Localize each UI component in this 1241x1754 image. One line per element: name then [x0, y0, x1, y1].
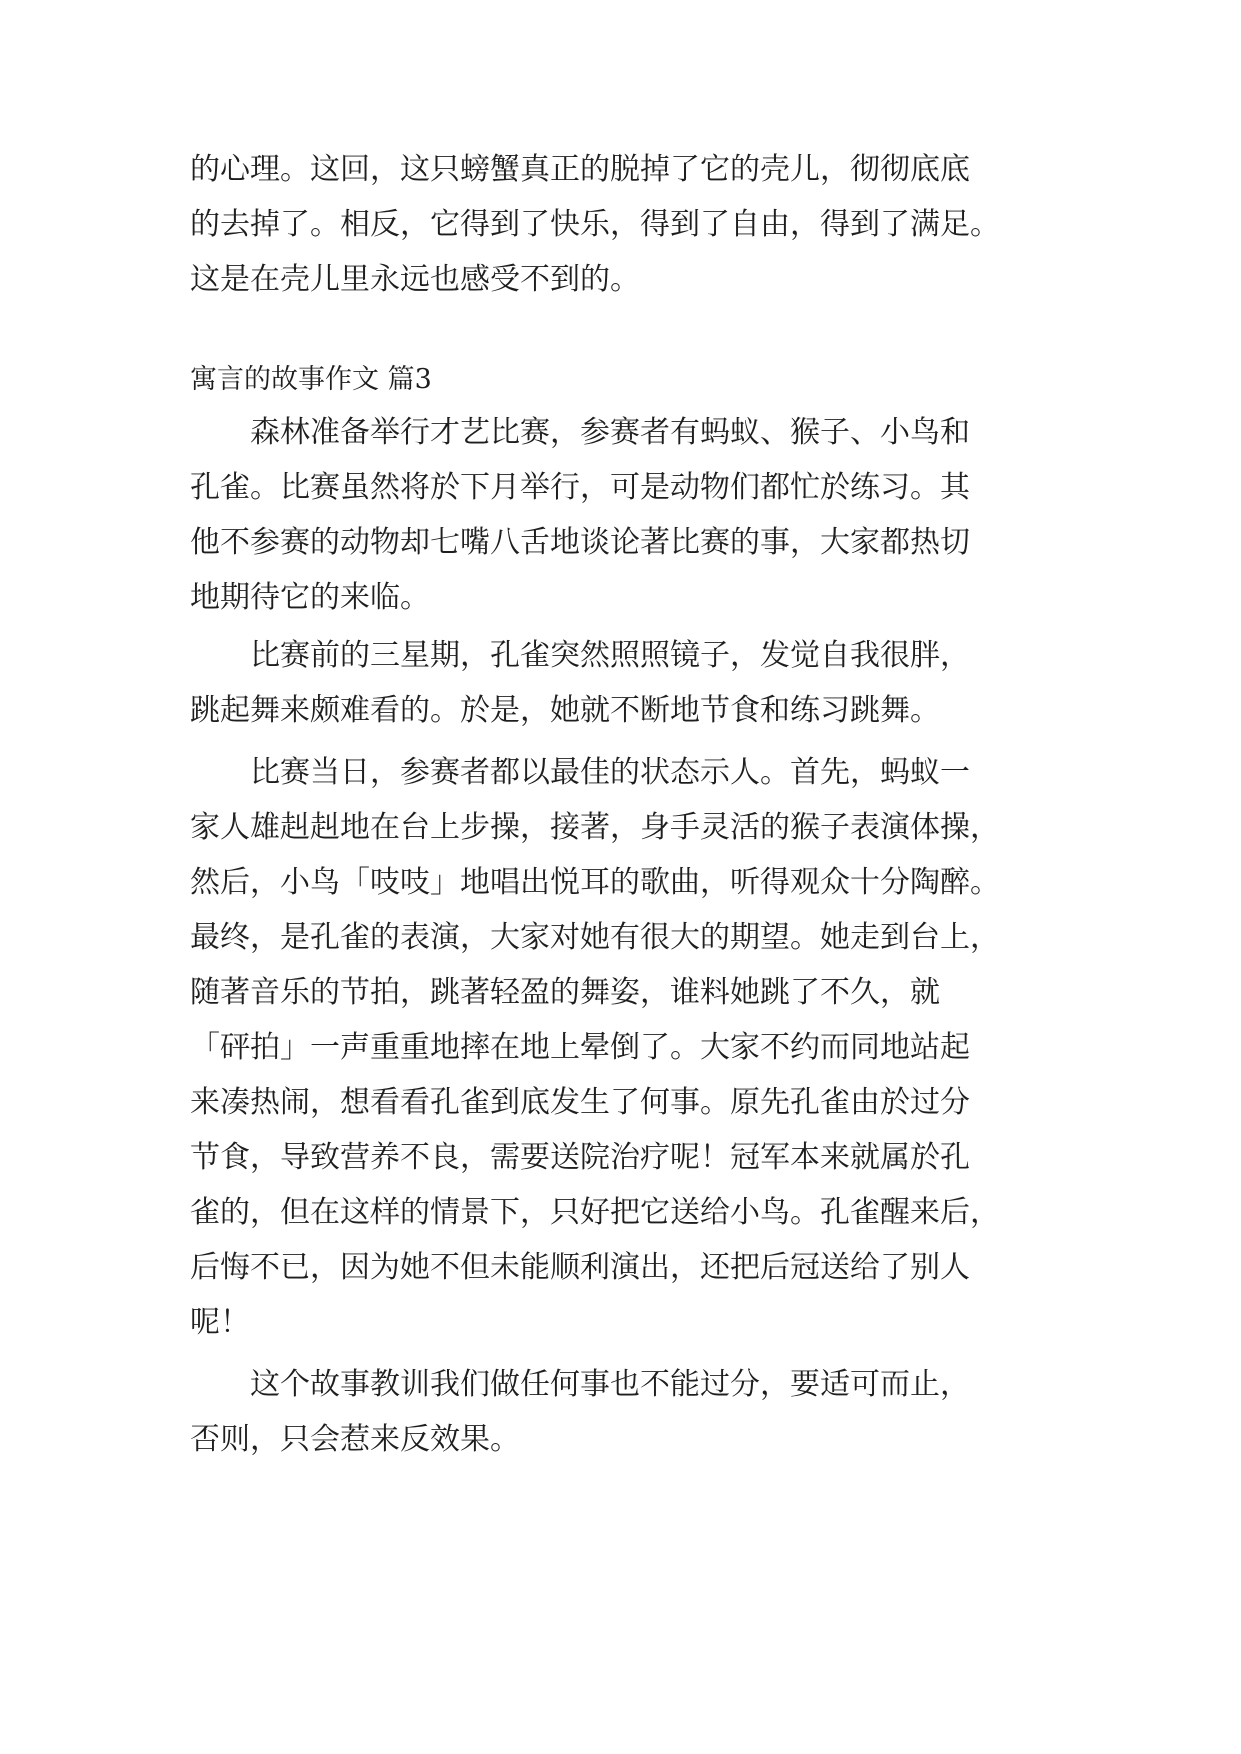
paragraph-3-line-1: 比赛当日，参赛者都以最佳的状态示人。首先，蚂蚁一: [250, 755, 970, 790]
paragraph-3-line-7: 来凑热闹，想看看孔雀到底发生了何事。原先孔雀由於过分: [190, 1085, 970, 1120]
intro-line-1: 的心理。这回，这只螃蟹真正的脱掉了它的壳儿，彻彻底底: [190, 152, 970, 187]
paragraph-4-line-2: 否则，只会惹来反效果。: [190, 1422, 520, 1457]
paragraph-4-line-1: 这个故事教训我们做任何事也不能过分，要适可而止，: [250, 1367, 970, 1402]
paragraph-1-line-4: 地期待它的来临。: [190, 580, 430, 615]
intro-line-3: 这是在壳儿里永远也感受不到的。: [190, 262, 640, 297]
paragraph-1-line-3: 他不参赛的动物却七嘴八舌地谈论著比赛的事，大家都热切: [190, 525, 970, 560]
paragraph-1-line-2: 孔雀。比赛虽然将於下月举行，可是动物们都忙於练习。其: [190, 470, 970, 505]
section-heading: 寓言的故事作文 篇3: [190, 364, 432, 395]
paragraph-1-line-1: 森林准备举行才艺比赛，参赛者有蚂蚁、猴子、小鸟和: [250, 415, 970, 450]
intro-line-2: 的去掉了。相反，它得到了快乐，得到了自由，得到了满足。: [190, 207, 1000, 242]
paragraph-3-line-4: 最终，是孔雀的表演，大家对她有很大的期望。她走到台上，: [190, 920, 1000, 955]
paragraph-3-line-5: 随著音乐的节拍，跳著轻盈的舞姿，谁料她跳了不久，就: [190, 975, 940, 1010]
paragraph-2-line-2: 跳起舞来颇难看的。於是，她就不断地节食和练习跳舞。: [190, 693, 940, 728]
paragraph-3-line-9: 雀的，但在这样的情景下，只好把它送给小鸟。孔雀醒来后，: [190, 1195, 1000, 1230]
paragraph-3-line-11: 呢！: [190, 1305, 250, 1340]
paragraph-3-line-2: 家人雄赳赳地在台上步操，接著，身手灵活的猴子表演体操，: [190, 810, 1000, 845]
paragraph-3-line-6: 「砰拍」一声重重地摔在地上晕倒了。大家不约而同地站起: [190, 1030, 970, 1065]
paragraph-3-line-8: 节食，导致营养不良，需要送院治疗呢！冠军本来就属於孔: [190, 1140, 970, 1175]
paragraph-3-line-10: 后悔不已，因为她不但未能顺利演出，还把后冠送给了别人: [190, 1250, 970, 1285]
paragraph-3-line-3: 然后，小鸟「吱吱」地唱出悦耳的歌曲，听得观众十分陶醉。: [190, 865, 1000, 900]
paragraph-2-line-1: 比赛前的三星期，孔雀突然照照镜子，发觉自我很胖，: [250, 638, 970, 673]
